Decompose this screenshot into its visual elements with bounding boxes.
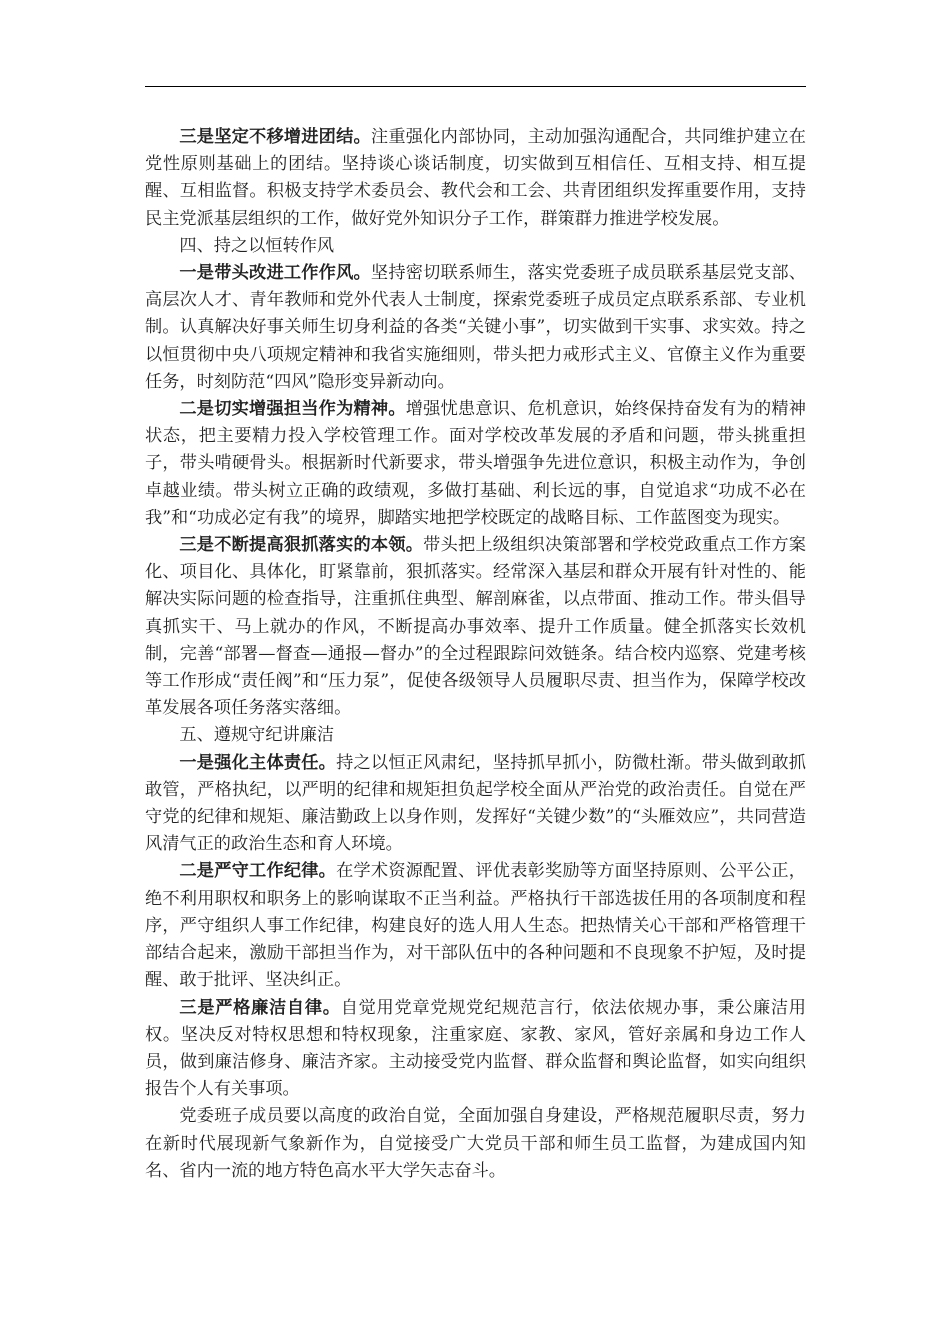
- paragraph: [145, 396, 806, 532]
- paragraph: [145, 260, 806, 396]
- paragraph: [145, 858, 806, 994]
- paragraph-text: 带头把上级组织决策部署和学校党政重点工作方案化、项目化、具体化，盯紧靠前，狠抓落实。经常深入基层和群众开展有针对性的、能解决实际问题的检查指导，注重抓住典型、解剖麻雀，以点带面、推动工作。带头倡导真抓实干、马上就办的作风，不断提高办事效率、提升工作质量。健全抓落实长效机制，完善“部署—督查—通报—督办”的全过程跟踪问效链条。结合校内巡察、党建考核等工作形成“责任阀”和“压力泵”，促使各级领导人员履职尽责、担当作为，保障学校改革发展各项任务落实落细。: [145, 535, 806, 719]
- section-heading: 五、遵规守纪讲廉洁: [179, 725, 335, 746]
- paragraph: [145, 1103, 806, 1185]
- document-body: [145, 124, 806, 1185]
- paragraph: [145, 124, 806, 233]
- paragraph-lead: 三是坚定不移增进团结。: [179, 127, 371, 147]
- paragraph: [145, 532, 806, 722]
- paragraph-text: 党委班子成员要以高度的政治自觉，全面加强自身建设，严格规范履职尽责，努力在新时代展现新气象新作为，自觉接受广大党员干部和师生员工监督，为建成国内知名、省内一流的地方特色高水平大学矢志奋斗。: [145, 1106, 806, 1181]
- paragraph-lead: 三是严格廉洁自律。: [179, 997, 341, 1018]
- paragraph-lead: 一是带头改进工作作风。: [179, 263, 371, 284]
- header-rule: [145, 86, 806, 87]
- section-heading: 四、持之以恒转作风: [179, 235, 335, 256]
- paragraph-text: 自觉用党章党规党纪规范言行，依法依规办事，秉公廉洁用权。坚决反对特权思想和特权现象，注重家庭、家教、家风，管好亲属和身边工作人员，做到廉洁修身、廉洁齐家。主动接受党内监督、群众监督和舆论监督，如实向组织报告个人有关事项。: [145, 997, 806, 1100]
- paragraph: [145, 750, 806, 859]
- paragraph-text: 注重强化内部协同，主动加强沟通配合，共同维护建立在党性原则基础上的团结。坚持谈心谈话制度，切实做到互相信任、互相支持、相互提醒、互相监督。积极支持学术委员会、教代会和工会、共青团组织发挥重要作用，支持民主党派基层组织的工作，做好党外知识分子工作，群策群力推进学校发展。: [145, 127, 806, 229]
- paragraph-text: 持之以恒正风肃纪，坚持抓早抓小，防微杜渐。带头做到敢抓敢管，严格执纪，以严明的纪律和规矩担负起学校全面从严治党的政治责任。自觉在严守党的纪律和规矩、廉洁勤政上以身作则，发挥好“关键少数”的“头雁效应”，共同营造风清气正的政治生态和育人环境。: [145, 752, 806, 855]
- paragraph-lead: 三是不断提高狠抓落实的本领。: [179, 535, 424, 556]
- paragraph: [145, 995, 806, 1104]
- paragraph-text: 坚持密切联系师生，落实党委班子成员联系基层党支部、高层次人才、青年教师和党外代表人士制度，探索党委班子成员定点联系系部、专业机制。认真解决好事关师生切身利益的各类“关键小事”，切实做到干实事、求实效。持之以恒贯彻中央八项规定精神和我省实施细则，带头把力戒形式主义、官僚主义作为重要任务，时刻防范“四风”隐形变异新动向。: [145, 263, 806, 392]
- paragraph-lead: 二是切实增强担当作为精神。: [179, 399, 406, 420]
- paragraph-text: 在学术资源配置、评优表彰奖励等方面坚持原则、公平公正，绝不利用职权和职务上的影响谋取不正当利益。严格执行干部选拔任用的各项制度和程序，严守组织人事工作纪律，构建良好的选人用人生态。把热情关心干部和严格管理干部结合起来，激励干部担当作为，对干部队伍中的各种问题和不良现象不护短，及时提醒、敢于批评、坚决纠正。: [145, 861, 806, 991]
- paragraph-lead: 二是严守工作纪律。: [179, 861, 337, 882]
- paragraph-text: 增强忧患意识、危机意识，始终保持奋发有为的精神状态，把主要精力投入学校管理工作。面对学校改革发展的矛盾和问题，带头挑重担子，带头啃硬骨头。根据新时代新要求，带头增强争先进位意识，积极主动作为，争创卓越业绩。带头树立正确的政绩观，多做打基础、利长远的事，自觉追求“功成不必在我”和“功成必定有我”的境界，脚踏实地把学校既定的战略目标、工作蓝图变为现实。: [145, 399, 806, 528]
- paragraph-lead: 一是强化主体责任。: [179, 752, 337, 773]
